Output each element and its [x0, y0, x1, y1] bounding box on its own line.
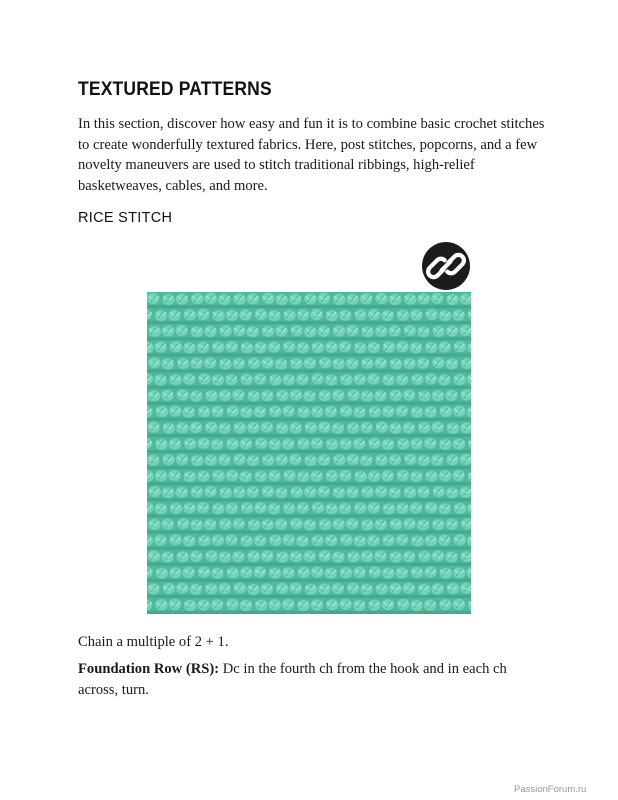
link-icon[interactable] [422, 242, 470, 290]
watermark: PassionForum.ru [514, 784, 587, 795]
rice-stitch-swatch-image [147, 292, 471, 614]
section-intro: In this section, discover how easy and fun it is to combine basic crochet stitches to create wonderfully textured fabrics. Here, post stitches, popcorns, and a few novelty maneuvers are used to stitch traditional ribbings, high-relief basketweaves, cables, and more. [78, 116, 545, 194]
section-title: TEXTURED PATTERNS [78, 79, 272, 100]
chain-instruction: Chain a multiple of 2 + 1. [78, 634, 229, 650]
foundation-row-label: Foundation Row (RS): [78, 661, 220, 677]
stitch-title: RICE STITCH [78, 210, 173, 226]
foundation-row-instruction [78, 659, 538, 701]
foundation-row-text: Dc in the fourth ch from the hook and in each ch across, turn. [78, 661, 507, 698]
